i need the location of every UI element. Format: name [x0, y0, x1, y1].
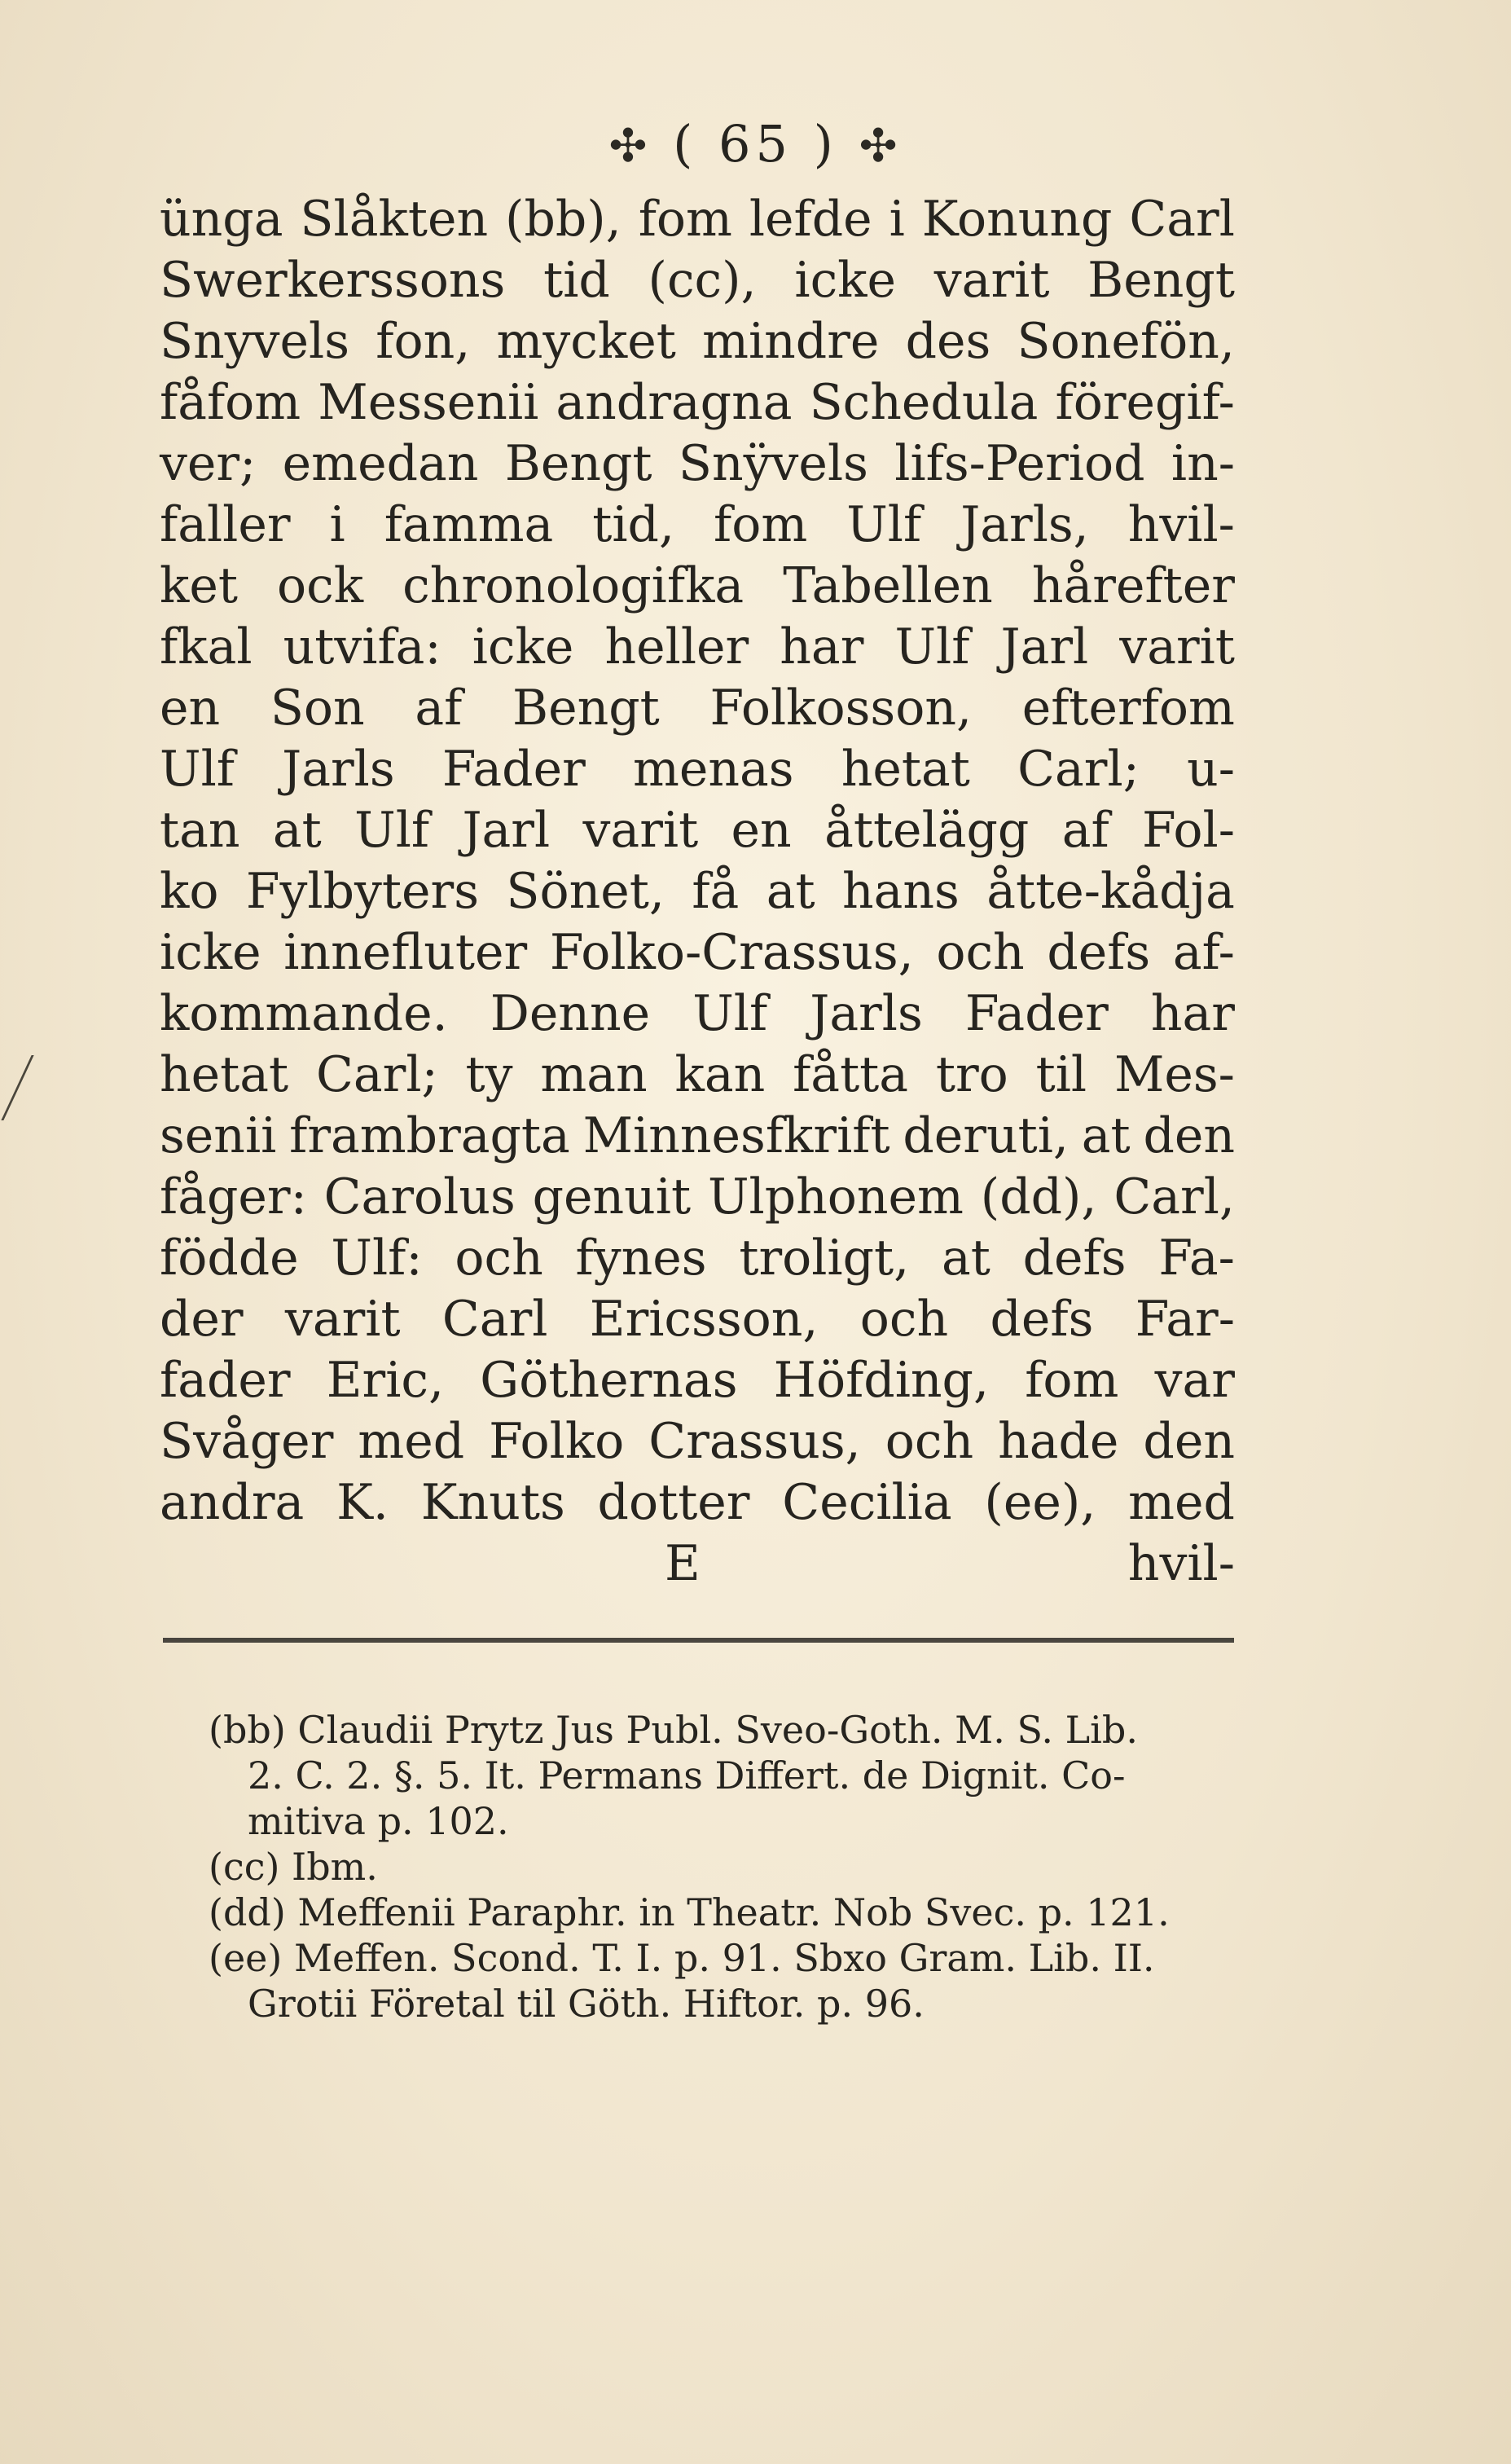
text-line: ver; emedan Bengt Snÿvels lifs-Period in-	[160, 435, 1235, 492]
catchword: hvil-	[1127, 1535, 1235, 1592]
page-header	[0, 114, 1511, 174]
text-line: Ulf Jarls Fader menas hetat Carl; u-	[160, 741, 1235, 798]
text-line: der varit Carl Ericsson, och defs Far-	[160, 1291, 1235, 1348]
catchline	[160, 1533, 1235, 1595]
text-line: hetat Carl; ty man kan fåtta tro til Mes-	[160, 1046, 1235, 1103]
footnote-line: mitiva p. 102.	[248, 1799, 509, 1843]
text-line: andra K. Knuts dotter Cecilia (ee), med	[160, 1474, 1235, 1531]
text-line: ünga Slåkten (bb), fom lefde i Konung Carl	[160, 191, 1235, 248]
footnote-rule	[163, 1638, 1234, 1643]
footnote-line: (dd) Meffenii Paraphr. in Theatr. Nob Svec. p. 121.	[209, 1890, 1170, 1934]
text-line: fåfom Messenii andragna Schedula föregif-	[160, 374, 1235, 431]
text-line: icke innefluter Folko-Crassus, och defs af-	[160, 924, 1235, 981]
page-number: ( 65 )	[673, 114, 838, 174]
signature-mark: E	[665, 1535, 701, 1592]
footnote-line: Grotii Företal til Göth. Hiftor. p. 96.	[248, 1982, 925, 2026]
text-line: senii frambragta Minnesfkrift deruti, at den	[160, 1107, 1235, 1164]
footnote-line: (ee) Meffen. Scond. T. I. p. 91. Sbxo Gram. Lib. II.	[209, 1936, 1155, 1980]
text-line: kommande. Denne Ulf Jarls Fader har	[160, 985, 1235, 1042]
text-line: ket ock chronologifka Tabellen hårefter	[160, 557, 1235, 614]
text-line: Swerkerssons tid (cc), icke varit Bengt	[160, 252, 1235, 309]
text-line: tan at Ulf Jarl varit en åttelägg af Fol-	[160, 802, 1235, 859]
text-line: fader Eric, Göthernas Höfding, fom var	[160, 1352, 1235, 1409]
text-line: Snyvels fon, mycket mindre des Sonefön,	[160, 313, 1235, 370]
text-line: fåger: Carolus genuit Ulphonem (dd), Carl,	[160, 1168, 1235, 1225]
footnote-line: 2. C. 2. §. 5. It. Permans Differt. de Dignit. Co-	[248, 1753, 1126, 1797]
text-line: fkal utvifa: icke heller har Ulf Jarl varit	[160, 618, 1235, 675]
main-text	[160, 189, 1235, 1595]
ornament-right-icon: ✣	[859, 120, 903, 173]
text-line: en Son af Bengt Folkosson, efterfom	[160, 680, 1235, 737]
text-line: ko Fylbyters Sönet, få at hans åtte-kådja	[160, 863, 1235, 920]
footnote-line: (bb) Claudii Prytz Jus Publ. Sveo-Goth. M. S. Lib.	[209, 1708, 1138, 1752]
ornament-left-icon: ✣	[608, 120, 652, 173]
footnote-line: (cc) Ibm.	[209, 1845, 378, 1889]
text-line: Svåger med Folko Crassus, och hade den	[160, 1413, 1235, 1470]
margin-mark	[1, 1055, 51, 1120]
text-line: faller i famma tid, fom Ulf Jarls, hvil-	[160, 496, 1235, 553]
footnotes	[209, 1707, 1243, 2026]
text-line: födde Ulf: och fynes troligt, at defs Fa-	[160, 1230, 1235, 1287]
